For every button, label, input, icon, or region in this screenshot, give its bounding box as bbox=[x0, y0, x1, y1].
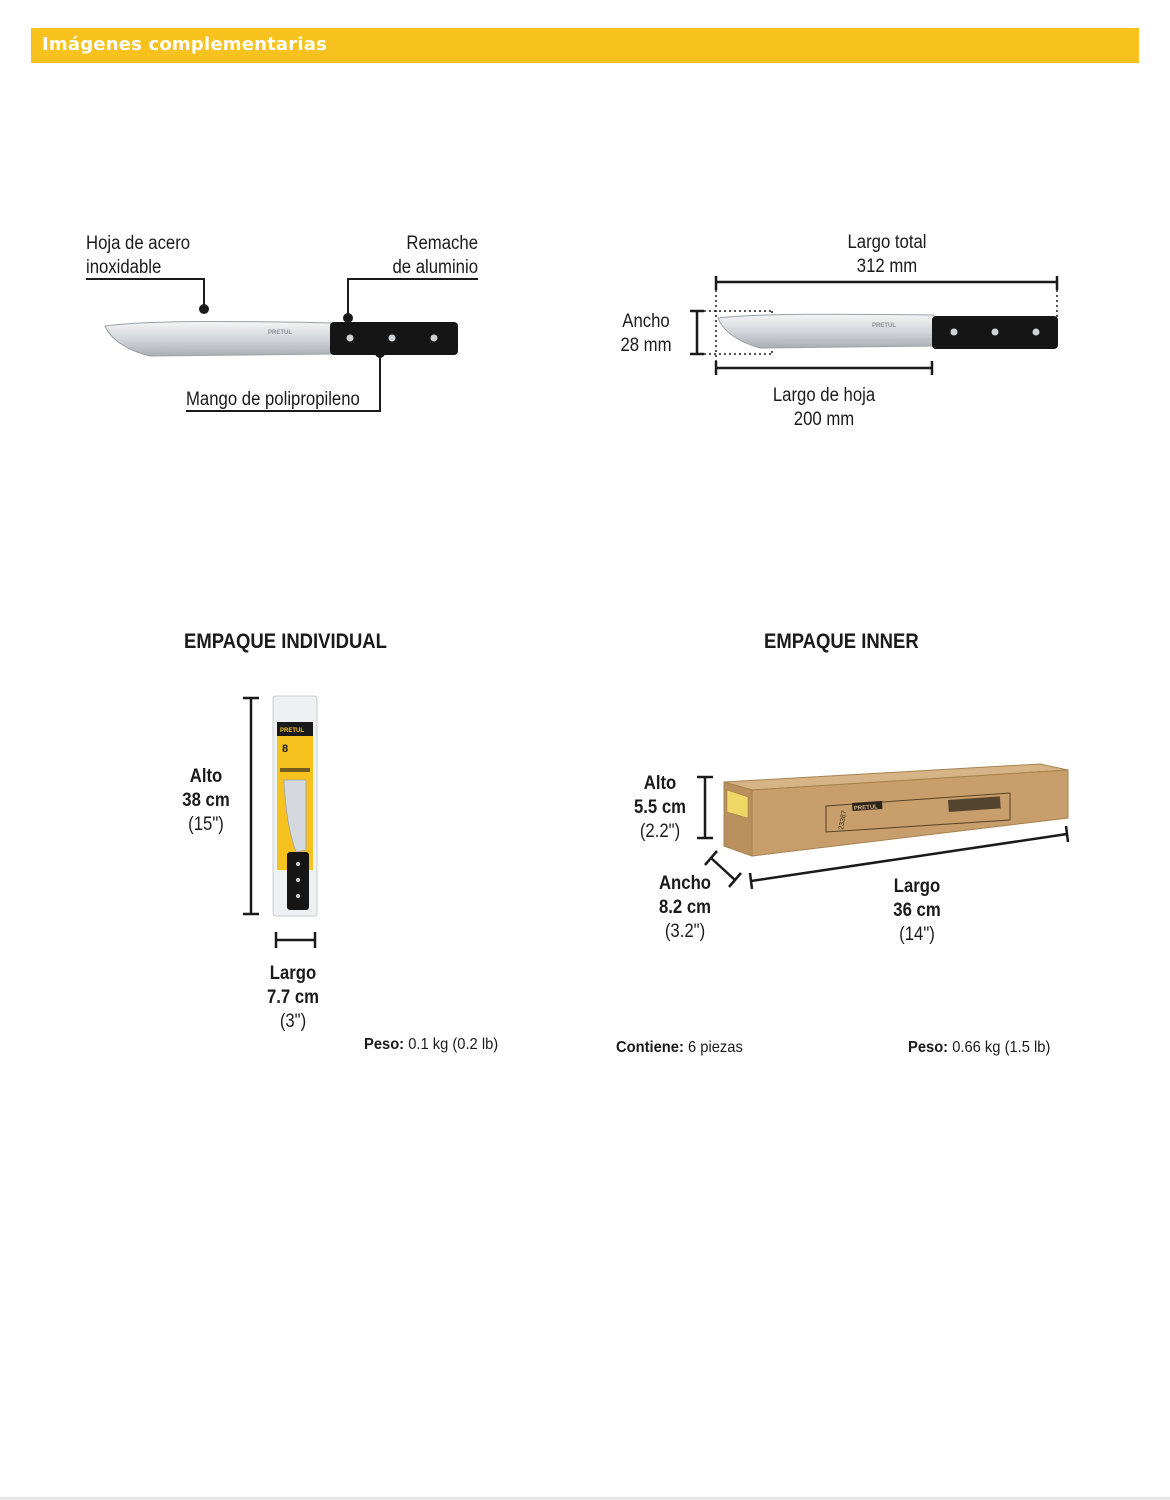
blade-label-line2: inoxidable bbox=[86, 257, 162, 278]
inner-length-inches: (14") bbox=[899, 924, 935, 945]
blade-label-line1: Hoja de acero bbox=[86, 233, 191, 254]
inner-width-inches: (3.2") bbox=[664, 921, 706, 942]
total-length-value: 312 mm bbox=[856, 256, 918, 277]
inner-width-label: Ancho bbox=[658, 873, 712, 894]
rivet-label-line1: Remache bbox=[406, 233, 478, 254]
blade-length-value: 200 mm bbox=[793, 409, 855, 430]
svg-text:PRETUL: PRETUL bbox=[853, 804, 879, 812]
individual-weight-value: 0.1 kg (0.2 lb) bbox=[408, 1036, 499, 1053]
svg-text:PRETUL: PRETUL bbox=[872, 323, 896, 329]
svg-text:PRETUL: PRETUL bbox=[280, 728, 304, 734]
inner-height-label: Alto bbox=[643, 773, 677, 794]
inner-contents-value: 6 piezas bbox=[687, 1039, 743, 1056]
knife-width-label: Ancho bbox=[622, 311, 670, 332]
individual-length-value: 7.7 cm bbox=[266, 987, 320, 1008]
blade-length-label: Largo de hoja bbox=[772, 385, 876, 406]
section-header-title: Imágenes complementarias bbox=[42, 34, 327, 55]
svg-text:23387: 23387 bbox=[838, 809, 849, 831]
rivet-label-line2: de aluminio bbox=[392, 257, 478, 278]
knife-width-value: 28 mm bbox=[620, 335, 672, 356]
inner-width-line bbox=[711, 858, 735, 880]
individual-height-value: 38 cm bbox=[182, 790, 230, 811]
individual-length-inches: (3") bbox=[279, 1011, 307, 1032]
individual-height-inches: (15") bbox=[188, 814, 224, 835]
total-length-label: Largo total bbox=[847, 232, 927, 253]
individual-weight-label: Peso: bbox=[364, 1036, 405, 1053]
inner-weight-label: Peso: bbox=[908, 1039, 949, 1056]
inner-height-inches: (2.2") bbox=[639, 821, 681, 842]
inner-length-label: Largo bbox=[893, 876, 941, 897]
handle-label: Mango de polipropileno bbox=[186, 389, 360, 410]
inner-package-title: EMPAQUE INNER bbox=[764, 630, 919, 653]
blade-brand-mark: PRETUL bbox=[268, 330, 292, 336]
inner-width-value: 8.2 cm bbox=[658, 897, 712, 918]
individual-height-label: Alto bbox=[189, 766, 223, 787]
inner-height-value: 5.5 cm bbox=[633, 797, 687, 818]
individual-length-label: Largo bbox=[269, 963, 317, 984]
inner-contents-label: Contiene: bbox=[616, 1039, 684, 1056]
svg-text:8: 8 bbox=[282, 743, 289, 755]
individual-package-title: EMPAQUE INDIVIDUAL bbox=[184, 630, 387, 653]
inner-weight-value: 0.66 kg (1.5 lb) bbox=[952, 1039, 1051, 1056]
inner-length-value: 36 cm bbox=[893, 900, 941, 921]
